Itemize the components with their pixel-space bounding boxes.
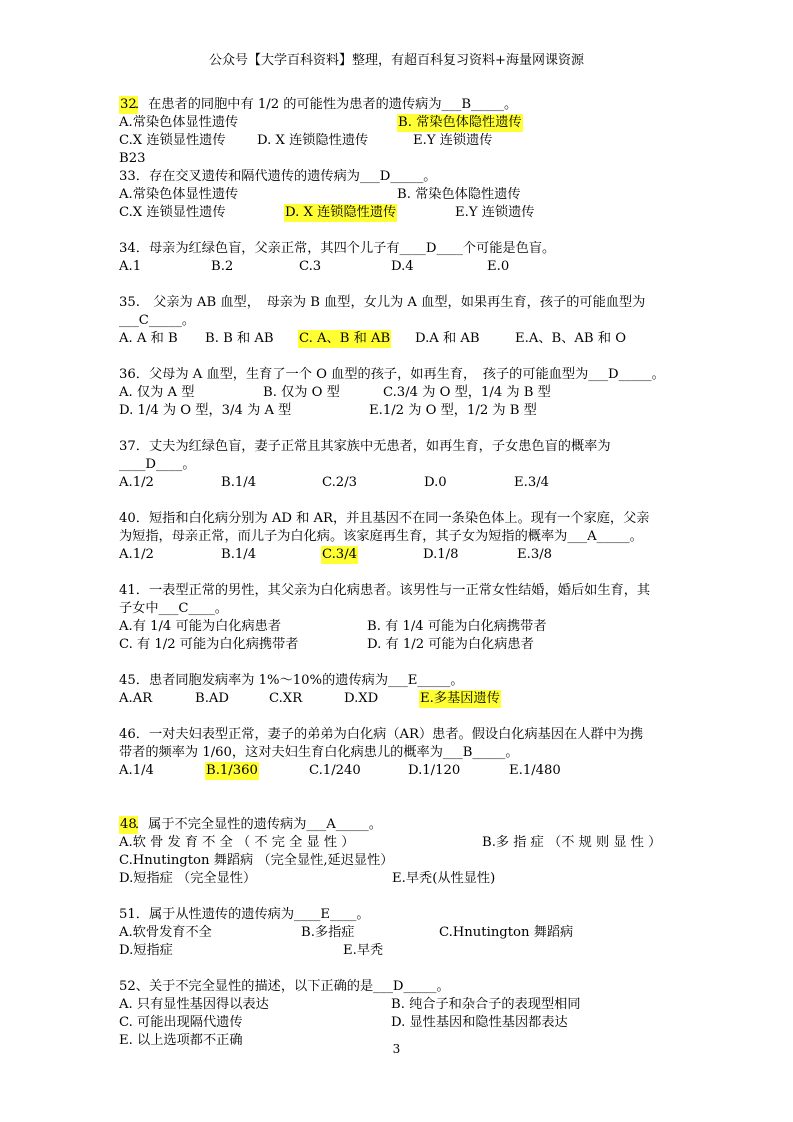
highlighted-text: D. X 连锁隐性遗传	[285, 205, 397, 220]
text-segment: E.1/2 为 O 型，1/2 为 B 型	[369, 403, 537, 418]
text-segment: D.短指症 （完全显性）	[119, 871, 257, 886]
text-segment: B. 仅为 O 型	[263, 385, 340, 400]
text-segment: D.短指症	[119, 943, 173, 958]
highlighted-text: B. 常染色体隐性遗传	[398, 115, 522, 130]
text-segment: 35. 父亲为 AB 血型， 母亲为 B 血型，女儿为 A 血型，如果再生育，孩子的可能血型为	[119, 295, 646, 310]
question-spacer	[119, 276, 679, 294]
text-segment: ．在患者的同胞中有 1/2 的可能性为患者的遗传病为___B_____。	[135, 97, 518, 112]
text-segment: D.0	[424, 475, 447, 490]
text-line	[119, 168, 679, 186]
question-spacer	[119, 798, 679, 816]
text-segment: B.1/4	[221, 547, 257, 562]
text-segment: 子女中___C____。	[119, 601, 228, 616]
question-spacer	[119, 960, 679, 978]
text-segment: C.X 连锁显性遗传	[119, 133, 226, 148]
text-segment: A. 只有显性基因得以表达	[119, 997, 269, 1012]
text-line	[119, 96, 679, 114]
text-line	[119, 384, 679, 402]
question-block	[119, 582, 679, 654]
text-segment: E.早秃(从性显性)	[392, 871, 496, 886]
text-segment: A.AR	[119, 691, 153, 706]
text-segment: D. X 连锁隐性遗传	[257, 133, 369, 148]
text-line	[119, 726, 679, 744]
text-segment: 52、关于不完全显性的描述，以下正确的是___D_____。	[119, 979, 450, 994]
text-segment: 46．一对夫妇表型正常，妻子的弟弟为白化病（AR）患者。假设白化病基因在人群中为携	[119, 727, 644, 742]
text-segment: E.Y 连锁遗传	[455, 205, 535, 220]
text-line	[119, 474, 679, 492]
question-spacer	[119, 492, 679, 510]
text-segment: C.3/4 为 O 型，1/4 为 B 型	[383, 385, 551, 400]
text-segment: C.XR	[269, 691, 303, 706]
page-number: 3	[392, 1042, 401, 1056]
text-segment: C.X 连锁显性遗传	[119, 205, 226, 220]
text-segment: C.Hnutington 舞蹈病 （完全显性,延迟显性）	[119, 853, 394, 868]
text-line	[119, 582, 679, 600]
question-block	[119, 726, 679, 780]
page-header: 公众号【大学百科资料】整理，有超百科复习资料+海量网课资源	[209, 53, 584, 68]
text-line	[119, 636, 679, 654]
highlighted-text: 48	[120, 817, 137, 832]
text-segment: B.2	[211, 259, 234, 274]
question-spacer	[119, 780, 679, 798]
text-segment: A.有 1/4 可能为白化病患者	[119, 619, 282, 634]
text-segment: B23	[119, 151, 146, 166]
text-line	[119, 852, 679, 870]
text-segment: B. 常染色体隐性遗传	[397, 187, 521, 202]
text-line	[119, 150, 679, 168]
text-segment: A.软骨发育不全	[119, 925, 212, 940]
question-block	[119, 978, 679, 1050]
question-block	[119, 366, 679, 420]
question-spacer	[119, 420, 679, 438]
text-segment: E.Y 连锁遗传	[413, 133, 493, 148]
question-block	[119, 906, 679, 960]
question-block	[119, 240, 679, 276]
text-segment: E.A、B、AB 和 O	[515, 331, 627, 346]
text-segment: D.1/8	[423, 547, 459, 562]
question-spacer	[119, 708, 679, 726]
text-segment: D. 显性基因和隐性基因都表达	[391, 1015, 568, 1030]
text-segment: A. 仅为 A 型	[119, 385, 195, 400]
question-block	[119, 816, 679, 888]
text-segment: B.AD	[195, 691, 229, 706]
text-segment: E.3/4	[514, 475, 550, 490]
text-segment: A.1/4	[119, 763, 154, 778]
text-segment: E. 以上选项都不正确	[119, 1033, 243, 1048]
text-segment: 40．短指和白化病分别为 AD 和 AR，并且基因不在同一条染色体上。现有一个家庭，父亲	[119, 511, 650, 526]
text-segment: A.软 骨 发 育 不 全 （ 不 完 全 显 性 ）	[119, 835, 355, 850]
text-segment: A.1	[119, 259, 142, 274]
text-line	[119, 816, 679, 834]
question-spacer	[119, 888, 679, 906]
text-segment: 34．母亲为红绿色盲，父亲正常，其四个儿子有____D____个可能是色盲。	[119, 241, 556, 256]
text-line	[119, 204, 679, 222]
text-segment: A. A 和 B	[119, 331, 178, 346]
text-segment: 51．属于从性遗传的遗传病为____E____。	[119, 907, 370, 922]
text-segment: 41．一表型正常的男性，其父亲为白化病患者。该男性与一正常女性结婚，婚后如生育，其	[119, 583, 651, 598]
text-segment: ．属于不完全显性的遗传病为___A_____。	[135, 817, 382, 832]
question-list	[119, 96, 679, 1050]
text-line	[119, 834, 679, 852]
text-segment: C.1/240	[309, 763, 361, 778]
text-line	[119, 870, 679, 888]
text-segment: E.早秃	[343, 943, 384, 958]
text-segment: B.1/4	[221, 475, 257, 490]
text-segment: D.1/120	[408, 763, 461, 778]
text-segment: 37．丈夫为红绿色盲，妻子正常且其家族中无患者，如再生育，子女患色盲的概率为	[119, 439, 611, 454]
text-line	[119, 456, 679, 474]
text-line	[119, 906, 679, 924]
question-spacer	[119, 654, 679, 672]
text-segment: B. B 和 AB	[205, 331, 274, 346]
question-spacer	[119, 222, 679, 240]
text-line	[119, 132, 679, 150]
text-segment: E.1/480	[509, 763, 561, 778]
text-segment: B. 纯合子和杂合子的表现型相同	[391, 997, 581, 1012]
question-spacer	[119, 564, 679, 582]
text-segment: ____D____。	[119, 457, 196, 472]
text-line	[119, 618, 679, 636]
text-line	[119, 672, 679, 690]
text-segment: C. 有 1/2 可能为白化病携带者	[119, 637, 299, 652]
text-line	[119, 330, 679, 348]
text-line	[119, 438, 679, 456]
text-segment: 33．存在交叉遗传和隔代遗传的遗传病为___D_____。	[119, 169, 437, 184]
text-line	[119, 528, 679, 546]
text-line	[119, 600, 679, 618]
text-segment: D. 有 1/2 可能为白化病患者	[367, 637, 534, 652]
text-line	[119, 258, 679, 276]
text-segment: B.多指症	[301, 925, 355, 940]
text-segment: ___C_____。	[119, 313, 196, 328]
text-line	[119, 240, 679, 258]
question-block	[119, 96, 679, 222]
question-block	[119, 294, 679, 348]
text-line	[119, 114, 679, 132]
text-line	[119, 294, 679, 312]
text-line	[119, 1014, 679, 1032]
text-segment: D.XD	[344, 691, 379, 706]
text-line	[119, 996, 679, 1014]
text-segment: C.3	[299, 259, 322, 274]
text-line	[119, 744, 679, 762]
text-segment: B.多 指 症 （不 规 则 显 性 ）	[482, 835, 662, 850]
text-segment: C.Hnutington 舞蹈病	[439, 925, 574, 940]
highlighted-text: C. A、B 和 AB	[299, 331, 391, 346]
text-line	[119, 186, 679, 204]
highlighted-text: 32	[120, 97, 137, 112]
highlighted-text: E.多基因遗传	[420, 691, 500, 706]
text-line	[119, 312, 679, 330]
text-segment: A.常染色体显性遗传	[119, 187, 239, 202]
highlighted-text: B.1/360	[206, 763, 258, 778]
text-segment: E.0	[487, 259, 510, 274]
text-segment: 带者的频率为 1/60，这对夫妇生育白化病患儿的概率为___B_____。	[119, 745, 519, 760]
highlighted-text: C.3/4	[322, 547, 358, 562]
text-segment: D.4	[391, 259, 414, 274]
text-segment: 45．患者同胞发病率为 1%～10%的遗传病为___E_____。	[119, 673, 464, 688]
text-segment: E.3/8	[517, 547, 553, 562]
text-segment: B. 有 1/4 可能为白化病携带者	[367, 619, 547, 634]
text-segment: D. 1/4 为 O 型，3/4 为 A 型	[119, 403, 292, 418]
text-segment: A.常染色体显性遗传	[119, 115, 239, 130]
text-segment: C. 可能出现隔代遗传	[119, 1015, 243, 1030]
text-segment: D.A 和 AB	[415, 331, 480, 346]
text-line	[119, 762, 679, 780]
question-block	[119, 438, 679, 492]
text-segment: C.2/3	[322, 475, 358, 490]
text-line	[119, 402, 679, 420]
question-spacer	[119, 348, 679, 366]
text-segment: 36．父母为 A 血型，生育了一个 O 血型的孩子，如再生育， 孩子的可能血型为___D_____。	[119, 367, 665, 382]
text-line	[119, 510, 679, 528]
text-line	[119, 690, 679, 708]
text-segment: A.1/2	[119, 547, 154, 562]
text-segment: 为短指，母亲正常，而儿子为白化病。该家庭再生育，其子女为短指的概率为___A_____。	[119, 529, 643, 544]
question-block	[119, 510, 679, 564]
text-line	[119, 942, 679, 960]
text-segment: A.1/2	[119, 475, 154, 490]
question-block	[119, 672, 679, 708]
text-line	[119, 978, 679, 996]
text-line	[119, 546, 679, 564]
text-line	[119, 924, 679, 942]
text-line	[119, 366, 679, 384]
